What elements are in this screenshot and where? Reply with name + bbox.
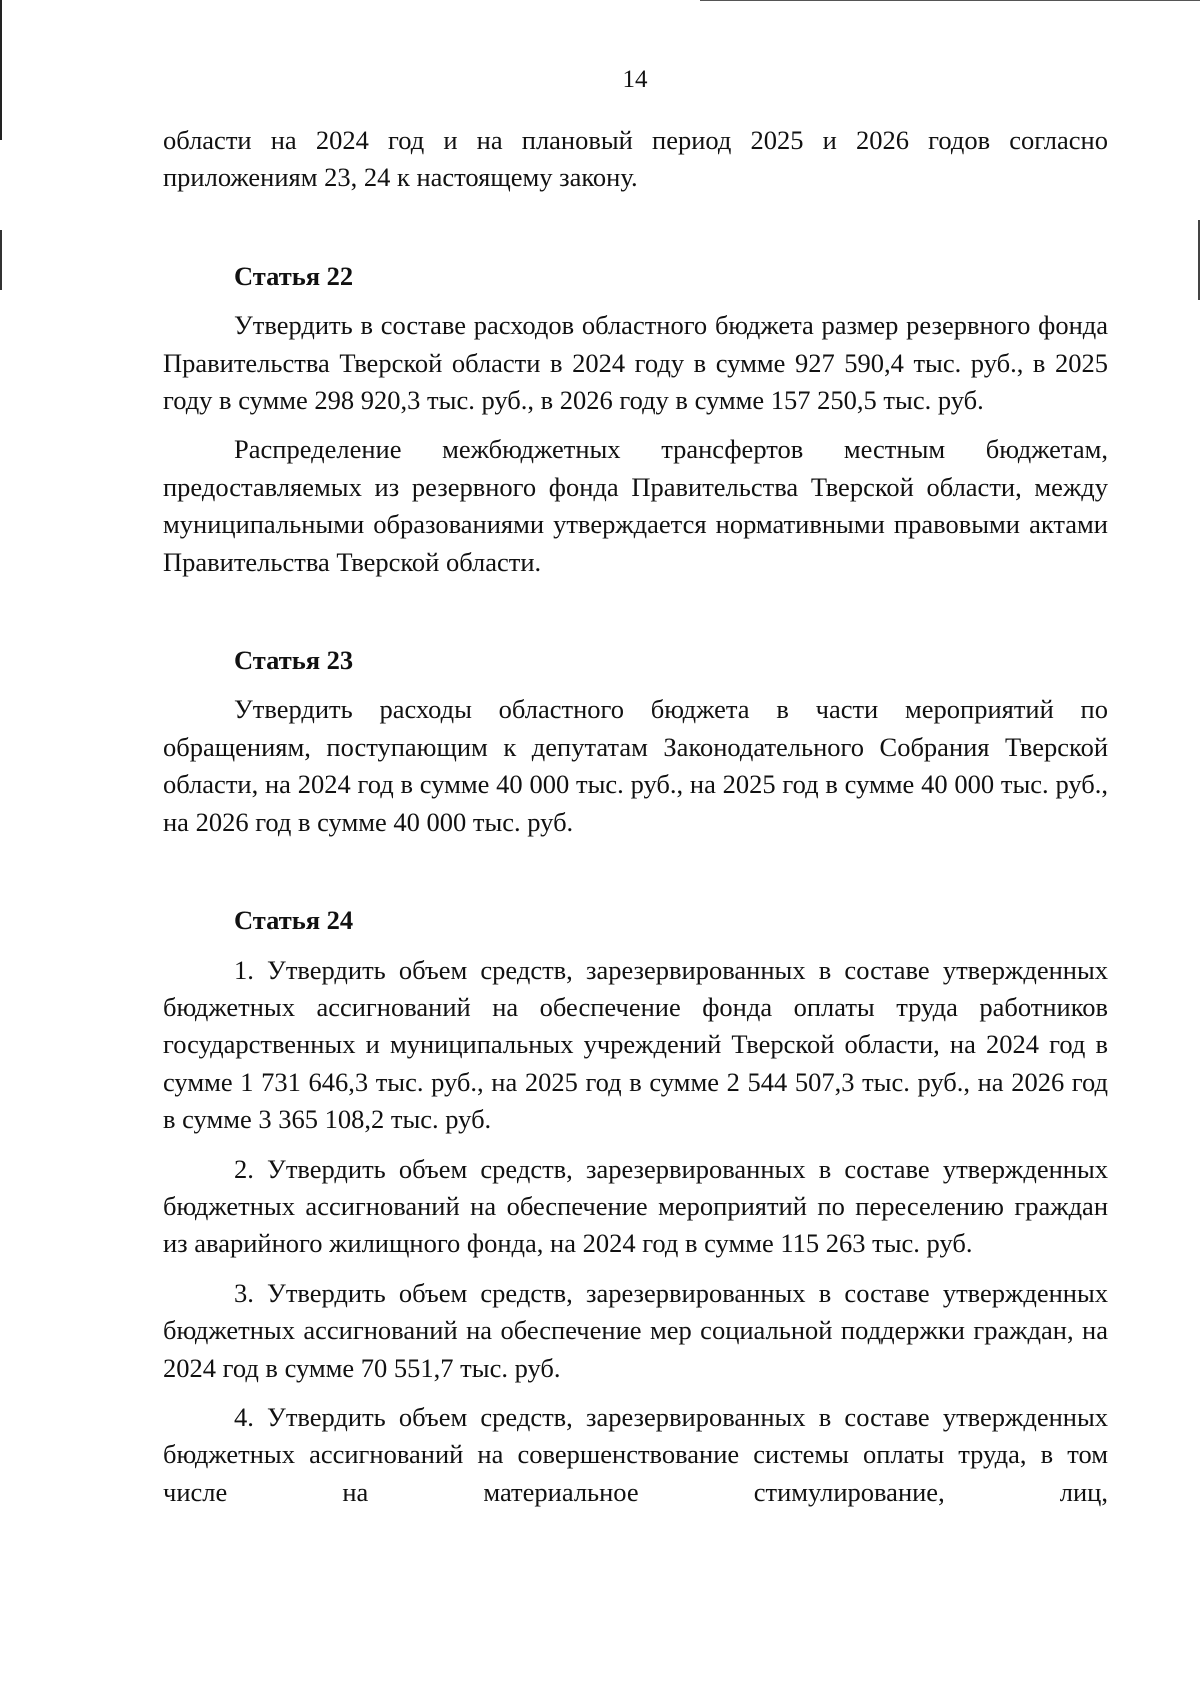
intro-paragraph: области на 2024 год и на плановый период 2025 и 2026 годов согласно приложениям 23, 24 к настоящему закону. <box>163 125 1108 193</box>
article-24 <box>163 902 1108 1511</box>
article-paragraph: Утвердить расходы областного бюджета в части мероприятий по обращениям, поступающим к депутатам Законодательного Собрания Тверской области, на 2024 год в сумме 40 000 тыс. руб., на 2025 год в сумме 40 000 тыс. руб., на 2026 год в сумме 40 000 тыс. руб. <box>163 694 1108 837</box>
article-heading: Статья 22 <box>234 260 354 291</box>
article-22 <box>163 258 1108 581</box>
document-body <box>163 122 1108 1511</box>
page-number: 14 <box>622 66 648 93</box>
article-paragraph: Распределение межбюджетных трансфертов местным бюджетам, предоставляемых из резервного фонда Правительства Тверской области, между муниципальными образованиями утверждается нормативными правовыми актами Правительства Тверской области. <box>163 434 1108 577</box>
article-paragraph: 4. Утвердить объем средств, зарезервированных в составе утвержденных бюджетных ассигнований на совершенствование системы оплаты труда, в том числе на материальное стимулирование, лиц, <box>163 1401 1108 1507</box>
article-paragraph: 1. Утвердить объем средств, зарезервированных в составе утвержденных бюджетных ассигнований на обеспечение фонда оплаты труда работников государственных и муниципальных учреждений Тверской области, на 2024 год в сумме 1 731 646,3 тыс. руб., на 2025 год в сумме 2 544 507,3 тыс. руб., на 2026 год в сумме 3 365 108,2 тыс. руб. <box>163 954 1108 1135</box>
article-heading: Статья 24 <box>234 905 354 936</box>
article-heading: Статья 23 <box>234 645 354 676</box>
scan-edge-artifact <box>0 230 2 290</box>
article-paragraph: 2. Утвердить объем средств, зарезервированных в составе утвержденных бюджетных ассигнований на обеспечение мероприятий по переселению граждан из аварийного жилищного фонда, на 2024 год в сумме 115 263 тыс. руб. <box>163 1153 1108 1259</box>
article-paragraph: Утвердить в составе расходов областного бюджета размер резервного фонда Правительства Тверской области в 2024 году в сумме 927 590,4 тыс. руб., в 2025 году в сумме 298 920,3 тыс. руб., в 2026 году в сумме 157 250,5 тыс. руб. <box>163 310 1108 416</box>
article-23 <box>163 642 1108 841</box>
article-paragraph: 3. Утвердить объем средств, зарезервированных в составе утвержденных бюджетных ассигнований на обеспечение мер социальной поддержки граждан, на 2024 год в сумме 70 551,7 тыс. руб. <box>163 1277 1108 1383</box>
scan-edge-artifact <box>700 0 1200 1</box>
